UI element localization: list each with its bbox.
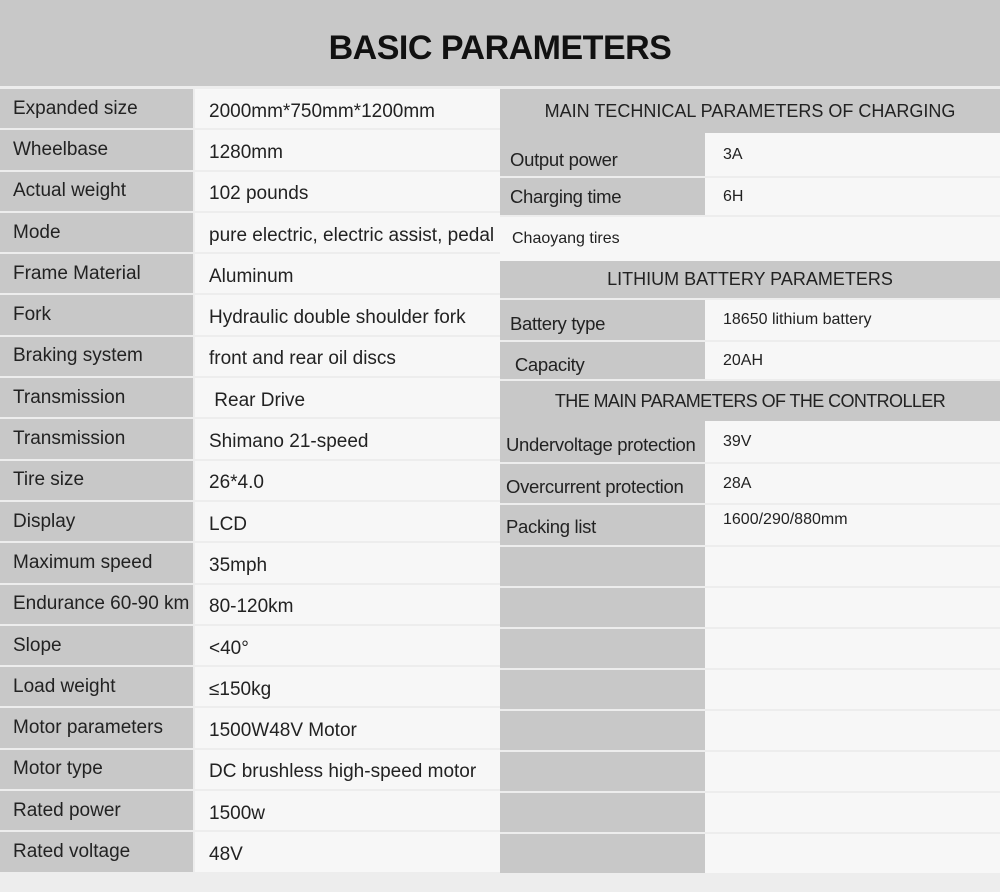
param-label: Slope (0, 626, 193, 665)
param-value: 28A (705, 464, 1000, 503)
table-row (0, 130, 500, 169)
param-value: pure electric, electric assist, pedal (195, 213, 500, 252)
empty-row (500, 834, 1000, 873)
param-value: 1500W48V Motor (195, 708, 500, 747)
empty-row (500, 588, 1000, 627)
param-value: front and rear oil discs (195, 337, 500, 376)
table-row (0, 254, 500, 293)
empty-row (500, 793, 1000, 832)
note-text: Chaoyang tires (512, 230, 620, 247)
table-row (500, 421, 1000, 462)
table-row (0, 378, 500, 417)
param-label: Endurance 60-90 km (0, 585, 193, 624)
empty-row (500, 670, 1000, 709)
param-label: Rated voltage (0, 832, 193, 871)
param-value: 1600/290/880mm (705, 505, 1000, 545)
table-row (0, 461, 500, 500)
battery-header (500, 261, 1000, 298)
param-label: Expanded size (0, 89, 193, 128)
table-row (0, 295, 500, 334)
empty-row (500, 752, 1000, 791)
table-row (0, 419, 500, 458)
table-row (0, 89, 500, 128)
param-label: Packing list (500, 505, 705, 545)
param-label: Overcurrent protection (500, 464, 705, 503)
section-title: THE MAIN PARAMETERS OF THE CONTROLLER (554, 390, 946, 411)
table-row (0, 791, 500, 830)
section-title: LITHIUM BATTERY PARAMETERS (607, 269, 893, 289)
table-row (500, 505, 1000, 545)
table-row (0, 337, 500, 376)
table-row (0, 502, 500, 541)
param-value: 48V (195, 832, 500, 871)
param-label: Braking system (0, 337, 193, 376)
basic-parameters-table (0, 89, 500, 872)
controller-header (500, 381, 1000, 421)
param-value: 18650 lithium battery (705, 300, 1000, 340)
param-value: Shimano 21-speed (195, 419, 500, 458)
param-value: 35mph (195, 543, 500, 582)
table-row (0, 750, 500, 789)
param-value: Rear Drive (195, 378, 500, 417)
param-value: 20AH (705, 342, 1000, 379)
param-value: 80-120km (195, 585, 500, 624)
param-value: 102 pounds (195, 172, 500, 211)
table-row (0, 832, 500, 871)
param-label: Wheelbase (0, 130, 193, 169)
param-label: Tire size (0, 461, 193, 500)
table-row (500, 133, 1000, 176)
table-row (0, 708, 500, 747)
param-label: Load weight (0, 667, 193, 706)
param-label: Battery type (500, 300, 705, 340)
table-row (500, 300, 1000, 340)
page-title: BASIC PARAMETERS (328, 28, 672, 67)
table-row (0, 172, 500, 211)
param-value: <40° (195, 626, 500, 665)
section-title: MAIN TECHNICAL PARAMETERS OF CHARGING (544, 100, 956, 121)
param-value: 26*4.0 (195, 461, 500, 500)
table-row (0, 213, 500, 252)
param-value: 2000mm*750mm*1200mm (195, 89, 500, 128)
param-label: Output power (500, 133, 705, 176)
table-row (0, 667, 500, 706)
param-label: Frame Material (0, 254, 193, 293)
param-value: 3A (705, 133, 1000, 176)
param-value: Aluminum (195, 254, 500, 293)
empty-row (500, 629, 1000, 668)
param-label: Fork (0, 295, 193, 334)
param-label: Transmission (0, 419, 193, 458)
param-label: Rated power (0, 791, 193, 830)
table-row (0, 626, 500, 665)
title-band (0, 0, 1000, 86)
table-row (500, 178, 1000, 215)
param-label: Mode (0, 213, 193, 252)
table-row (500, 464, 1000, 503)
param-value: LCD (195, 502, 500, 541)
param-label: Transmission (0, 378, 193, 417)
table-row (500, 342, 1000, 379)
param-label: Motor type (0, 750, 193, 789)
param-label: Actual weight (0, 172, 193, 211)
param-value: 39V (705, 421, 1000, 462)
param-label: Charging time (500, 178, 705, 215)
empty-row (500, 547, 1000, 586)
param-value: 1500w (195, 791, 500, 830)
tire-note (500, 217, 1000, 261)
charging-header (500, 89, 1000, 133)
param-value: 1280mm (195, 130, 500, 169)
param-label: Motor parameters (0, 708, 193, 747)
param-value: Hydraulic double shoulder fork (195, 295, 500, 334)
param-label: Capacity (500, 342, 705, 379)
table-row (0, 585, 500, 624)
param-value: DC brushless high-speed motor (195, 750, 500, 789)
param-value: 6H (705, 178, 1000, 215)
empty-row (500, 711, 1000, 750)
table-row (0, 543, 500, 582)
param-label: Undervoltage protection (500, 421, 705, 462)
param-value: ≤150kg (195, 667, 500, 706)
param-label: Maximum speed (0, 543, 193, 582)
param-label: Display (0, 502, 193, 541)
